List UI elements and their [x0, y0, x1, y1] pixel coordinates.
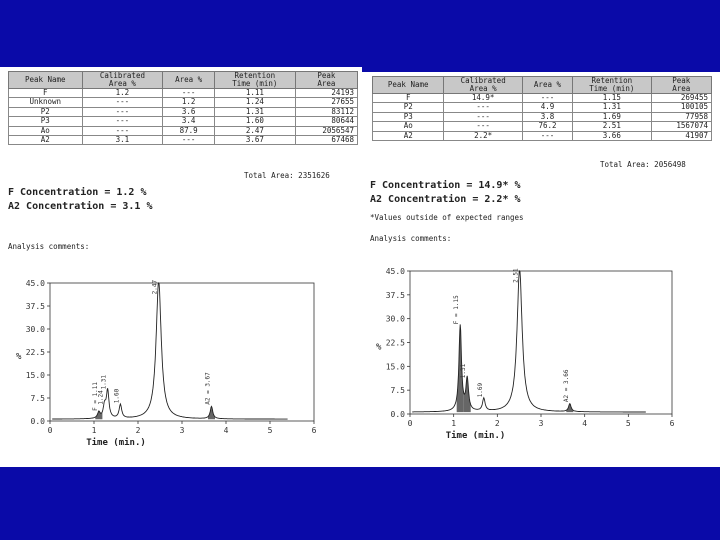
table-cell: 3.66: [573, 131, 651, 140]
total-area: Total Area: 2056498: [600, 160, 686, 169]
x-tick-label: 6: [669, 419, 675, 428]
table-cell: ---: [444, 122, 522, 131]
table-cell: ---: [522, 94, 572, 103]
y-tick-label: 30.0: [385, 314, 405, 324]
table-cell: 27655: [295, 98, 357, 107]
x-tick-label: 1: [91, 426, 97, 435]
x-tick-label: 3: [179, 426, 185, 435]
column-header: Retention Time (min): [573, 77, 651, 94]
peak-label: 1.31: [460, 363, 468, 379]
table-cell: 24193: [295, 89, 357, 98]
analysis-comments: Analysis comments:: [8, 242, 90, 251]
table-cell: ---: [82, 117, 163, 126]
table-cell: 3.67: [214, 136, 295, 145]
table-cell: 1.15: [573, 94, 651, 103]
table-cell: 2.47: [214, 126, 295, 135]
table-cell: 4.9: [522, 103, 572, 112]
table-cell: 2.2*: [444, 131, 522, 140]
x-tick-label: 3: [538, 419, 544, 428]
peak-label: F = 1.15: [453, 295, 461, 325]
table-cell: F: [9, 89, 83, 98]
table-cell: 3.1: [82, 136, 163, 145]
analysis-comments: Analysis comments:: [370, 234, 452, 243]
peak-label: 2.47: [151, 279, 159, 295]
column-header: Area %: [163, 72, 215, 89]
x-tick-label: 4: [223, 426, 229, 435]
table-cell: P3: [9, 117, 83, 126]
table-cell: A2: [373, 131, 444, 140]
table-cell: F: [373, 94, 444, 103]
y-tick-label: 22.5: [385, 338, 405, 348]
table-cell: ---: [444, 103, 522, 112]
x-axis-label: Time (min.): [445, 431, 506, 441]
table-cell: 2.51: [573, 122, 651, 131]
table-cell: ---: [82, 107, 163, 116]
y-tick-label: 37.5: [25, 302, 45, 311]
table-cell: 87.9: [163, 126, 215, 135]
x-tick-label: 0: [47, 426, 53, 435]
table-cell: 3.4: [163, 117, 215, 126]
column-header: Peak Name: [9, 72, 83, 89]
table-cell: ---: [82, 98, 163, 107]
f-concentration: F Concentration = 14.9* %: [370, 180, 521, 191]
peak-label: 1.31: [100, 374, 108, 390]
table-cell: P3: [373, 112, 444, 121]
table-cell: 3.8: [522, 112, 572, 121]
table-cell: 76.2: [522, 122, 572, 131]
y-tick-label: 0.0: [390, 410, 405, 419]
x-tick-label: 5: [267, 426, 273, 435]
table-cell: 3.6: [163, 107, 215, 116]
table-cell: 1567074: [651, 122, 711, 131]
table-cell: 100105: [651, 103, 711, 112]
y-tick-label: 7.5: [390, 386, 405, 396]
y-tick-label: 15.0: [385, 362, 405, 372]
peak-label: 1.24: [97, 390, 105, 405]
table-cell: ---: [163, 136, 215, 145]
table-cell: 2056547: [295, 126, 357, 135]
a2-concentration: A2 Concentration = 3.1 %: [8, 201, 153, 212]
report-left: [0, 67, 362, 467]
x-tick-label: 2: [135, 426, 141, 435]
table-cell: Ao: [9, 126, 83, 135]
peak-label: 2.51: [512, 268, 520, 283]
peak-label: A2 = 3.66: [562, 369, 570, 403]
table-cell: ---: [82, 126, 163, 135]
table-cell: ---: [444, 112, 522, 121]
table-cell: 1.31: [214, 107, 295, 116]
total-area: Total Area: 2351626: [244, 171, 330, 180]
range-note: *Values outside of expected ranges: [370, 213, 524, 222]
column-header: Calibrated Area %: [444, 77, 522, 94]
x-axis-label: Time (min.): [86, 438, 146, 448]
table-cell: 1.60: [214, 117, 295, 126]
a2-concentration: A2 Concentration = 2.2* %: [370, 194, 521, 205]
y-tick-label: 45.0: [25, 279, 45, 288]
table-cell: 67468: [295, 136, 357, 145]
x-tick-label: 4: [582, 419, 588, 428]
table-cell: 1.69: [573, 112, 651, 121]
y-tick-label: 37.5: [385, 290, 405, 300]
shaded-peak-area: [95, 411, 102, 419]
chromatogram-trace: [52, 283, 287, 419]
chromatogram-right: [362, 72, 720, 467]
x-tick-label: 6: [311, 426, 317, 435]
table-cell: Unknown: [9, 98, 83, 107]
table-cell: 83112: [295, 107, 357, 116]
table-cell: 1.2: [82, 89, 163, 98]
x-tick-label: 5: [625, 419, 631, 428]
table-cell: 14.9*: [444, 94, 522, 103]
table-cell: 77958: [651, 112, 711, 121]
table-cell: Ao: [373, 122, 444, 131]
shaded-peak-area: [208, 406, 215, 419]
column-header: Calibrated Area %: [82, 72, 163, 89]
chromatogram-trace: [412, 271, 646, 412]
peak-label: A2 = 3.67: [204, 372, 212, 405]
table-cell: 1.2: [163, 98, 215, 107]
y-axis-label: %: [376, 342, 382, 353]
table-cell: 269455: [651, 94, 711, 103]
column-header: Peak Area: [295, 72, 357, 89]
y-axis-label: %: [16, 351, 22, 362]
table-cell: 1.31: [573, 103, 651, 112]
table-cell: 80644: [295, 117, 357, 126]
y-tick-label: 22.5: [25, 348, 45, 357]
column-header: Peak Name: [373, 77, 444, 94]
y-tick-label: 45.0: [385, 267, 405, 276]
column-header: Peak Area: [651, 77, 711, 94]
x-tick-label: 1: [451, 419, 457, 428]
y-tick-label: 15.0: [25, 371, 45, 380]
table-cell: 1.11: [214, 89, 295, 98]
peak-label: F = 1.11: [91, 381, 99, 411]
f-concentration: F Concentration = 1.2 %: [8, 187, 147, 198]
plot-frame: [410, 271, 672, 414]
table-cell: A2: [9, 136, 83, 145]
chromatogram-left: [0, 67, 362, 467]
column-header: Retention Time (min): [214, 72, 295, 89]
plot-frame: [50, 283, 314, 421]
report-right: [362, 72, 720, 467]
column-header: Area %: [522, 77, 572, 94]
table-cell: 41907: [651, 131, 711, 140]
table-cell: P2: [9, 107, 83, 116]
peak-label: 1.69: [476, 382, 484, 398]
peak-label: 1.60: [113, 388, 121, 404]
x-tick-label: 0: [407, 419, 413, 428]
table-cell: 1.24: [214, 98, 295, 107]
y-tick-label: 30.0: [25, 325, 45, 334]
table-cell: ---: [522, 131, 572, 140]
table-cell: ---: [163, 89, 215, 98]
y-tick-label: 7.5: [30, 394, 45, 403]
y-tick-label: 0.0: [30, 417, 45, 426]
x-tick-label: 2: [494, 419, 500, 428]
shaded-peak-area: [566, 404, 573, 413]
table-cell: P2: [373, 103, 444, 112]
